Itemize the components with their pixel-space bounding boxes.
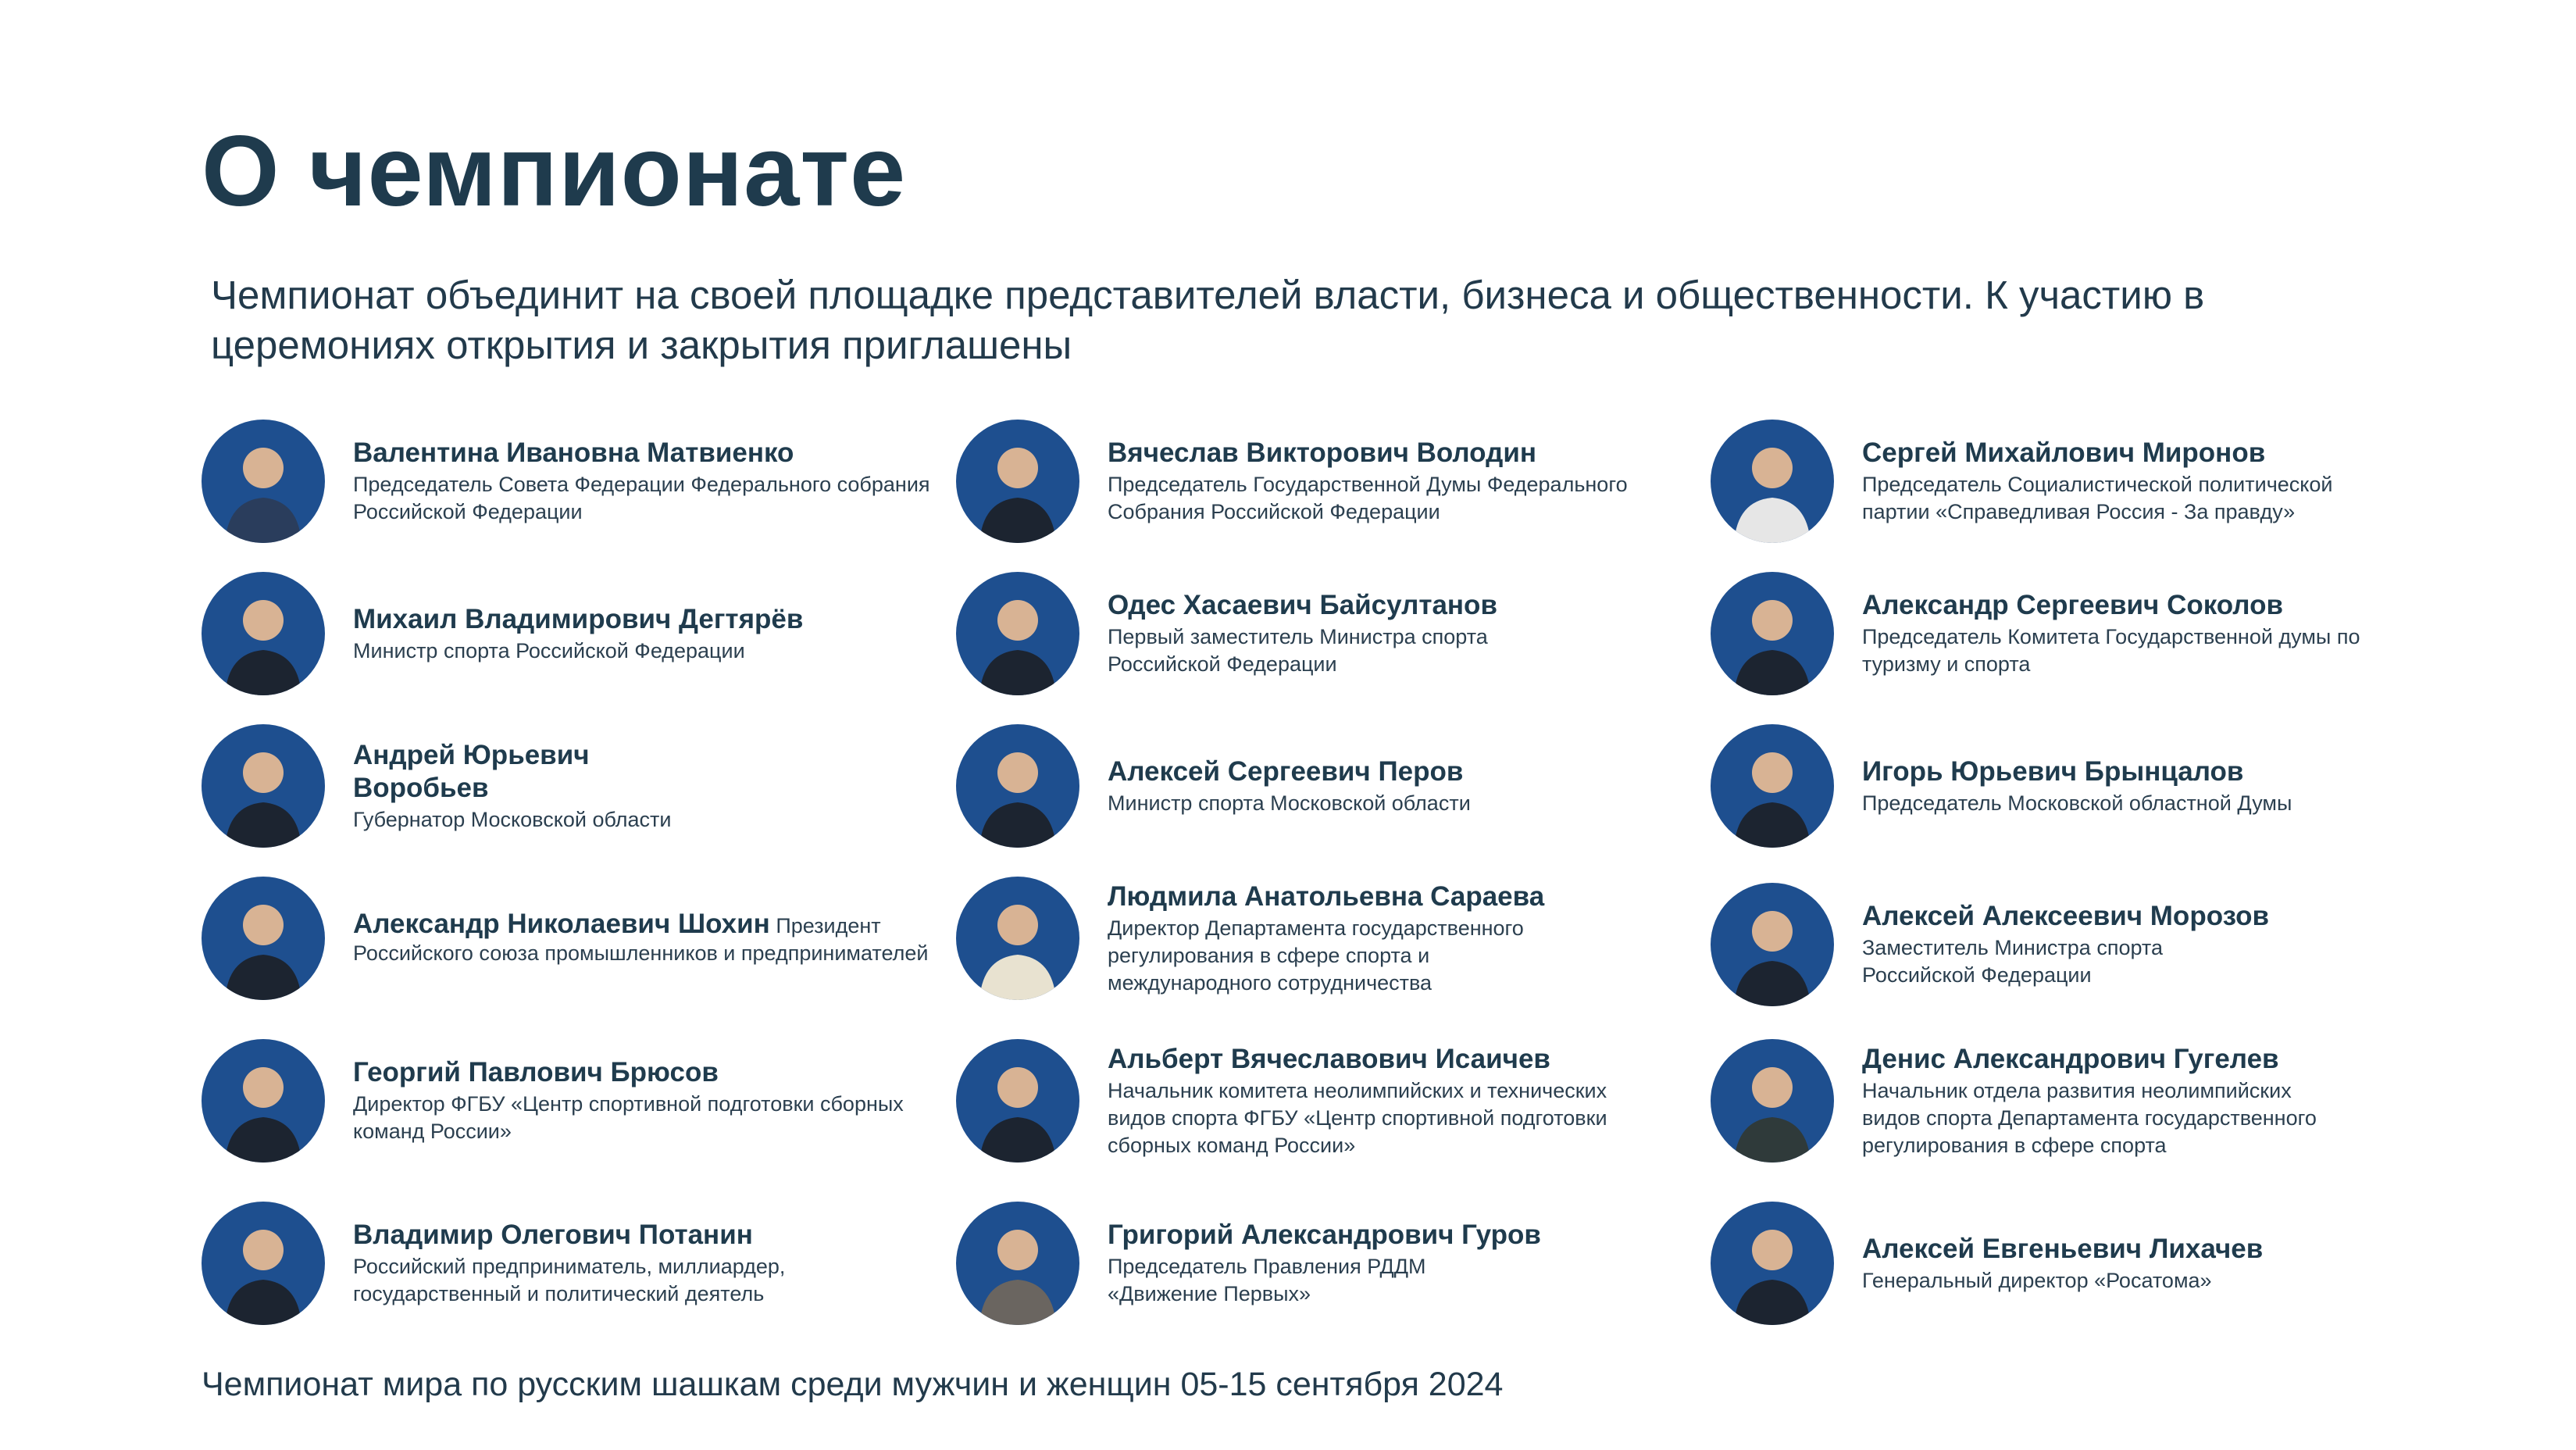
person-name: Игорь Юрьевич Брынцалов — [1862, 755, 2244, 787]
person-role: Председатель Московской областной Думы — [1862, 791, 2292, 815]
person-card — [956, 572, 1690, 695]
person-name: Андрей Юрьевич Воробьев — [353, 739, 590, 803]
person-name: Владимир Олегович Потанин — [353, 1220, 753, 1250]
person-role: Заместитель Министра спорта Российской Федерации — [1862, 936, 2163, 987]
portrait-photo — [1711, 420, 1834, 543]
page-title: О чемпионате — [202, 116, 907, 227]
person-card — [956, 1202, 1690, 1325]
person-name: Сергей Михайлович Миронов — [1862, 438, 2266, 468]
person-name: Георгий Павлович Брюсов — [353, 1057, 719, 1088]
person-card — [202, 572, 936, 695]
person-card — [1711, 1202, 2445, 1325]
person-card — [1711, 420, 2445, 543]
portrait-photo — [956, 724, 1079, 848]
person-role: Генеральный директор «Росатома» — [1862, 1268, 2212, 1292]
person-role: Председатель Социалистической политической партии «Справедливая Россия - За правду» — [1862, 473, 2333, 523]
person-role: Председатель Правления РДДМ «Движение Первых» — [1108, 1255, 1426, 1305]
person-role: Начальник комитета неолимпийских и технических видов спорта ФГБУ «Центр спортивной подготовки сборных команд России» — [1108, 1078, 1607, 1157]
portrait-photo — [956, 1202, 1079, 1325]
person-role: Российского союза промышленников и предпринимателей — [353, 941, 929, 965]
person-card — [202, 420, 936, 543]
portrait-photo — [1711, 883, 1834, 1006]
portrait-photo — [202, 420, 325, 543]
portrait-photo — [202, 1039, 325, 1162]
portrait-photo — [956, 420, 1079, 543]
person-role: Первый заместитель Министра спорта Российской Федерации — [1108, 625, 1488, 676]
person-role: Российский предприниматель, миллиардер, государственный и политический деятель — [353, 1255, 786, 1305]
portrait-photo — [202, 572, 325, 695]
person-name: Людмила Анатольевна Сараева — [1108, 880, 1545, 912]
portrait-photo — [202, 1202, 325, 1325]
portrait-photo — [1711, 724, 1834, 848]
person-card — [1711, 883, 2445, 1006]
person-role: Директор Департамента государственного регулирования в сфере спорта и международного сотрудничества — [1108, 916, 1524, 995]
person-role: Председатель Государственной Думы Федерального Собрания Российской Федерации — [1108, 473, 1628, 523]
person-name: Михаил Владимирович Дегтярёв — [353, 603, 804, 634]
person-card — [956, 420, 1690, 543]
person-name: Григорий Александрович Гуров — [1108, 1220, 1541, 1250]
person-card — [202, 1202, 936, 1325]
person-role: Министр спорта Московской области — [1108, 791, 1471, 815]
portrait-photo — [1711, 1202, 1834, 1325]
person-name: Денис Александрович Гугелев — [1862, 1043, 2279, 1074]
person-card — [956, 724, 1690, 848]
person-card — [202, 724, 936, 848]
person-card — [956, 877, 1690, 1000]
portrait-photo — [202, 724, 325, 848]
footer-caption: Чемпионат мира по русским шашкам среди мужчин и женщин 05-15 сентября 2024 — [202, 1366, 1504, 1403]
person-role: Начальник отдела развития неолимпийских видов спорта Департамента государственного регулирования в сфере спорта — [1862, 1078, 2317, 1157]
person-name: Валентина Ивановна Матвиенко — [353, 438, 794, 468]
portrait-photo — [202, 877, 325, 1000]
person-card — [202, 1039, 936, 1162]
person-name: Алексей Евгеньевич Лихачев — [1862, 1233, 2264, 1264]
person-name: Одес Хасаевич Байсултанов — [1108, 590, 1497, 620]
person-name: Альберт Вячеславович Исаичев — [1108, 1043, 1550, 1074]
portrait-photo — [1711, 572, 1834, 695]
person-role: Губернатор Московской области — [353, 807, 672, 831]
person-name: Алексей Алексеевич Морозов — [1862, 901, 2270, 931]
person-role: Председатель Комитета Государственной думы по туризму и спорта — [1862, 625, 2360, 676]
person-name: Алексей Сергеевич Перов — [1108, 755, 1464, 787]
person-name: Вячеслав Викторович Володин — [1108, 438, 1536, 468]
person-card — [1711, 1039, 2445, 1162]
portrait-photo — [1711, 1039, 1834, 1162]
portrait-photo — [956, 572, 1079, 695]
person-card — [956, 1039, 1690, 1162]
person-card — [1711, 572, 2445, 695]
portrait-photo — [956, 1039, 1079, 1162]
portrait-photo — [956, 877, 1079, 1000]
person-role: Министр спорта Российской Федерации — [353, 638, 745, 662]
person-role: Директор ФГБУ «Центр спортивной подготовки сборных команд России» — [353, 1092, 904, 1143]
person-name: Александр Сергеевич Соколов — [1862, 590, 2283, 620]
person-role: Председатель Совета Федерации Федерального собрания Российской Федерации — [353, 473, 930, 523]
intro-text: Чемпионат объединит на своей площадке представителей власти, бизнеса и общественности. К участию в церемониях открытия и закрытия приглашены — [211, 273, 2205, 367]
person-name: Александр Николаевич Шохин — [353, 908, 770, 939]
person-role-lead: Президент — [776, 913, 881, 938]
person-card — [202, 877, 936, 1000]
person-card — [1711, 724, 2445, 848]
